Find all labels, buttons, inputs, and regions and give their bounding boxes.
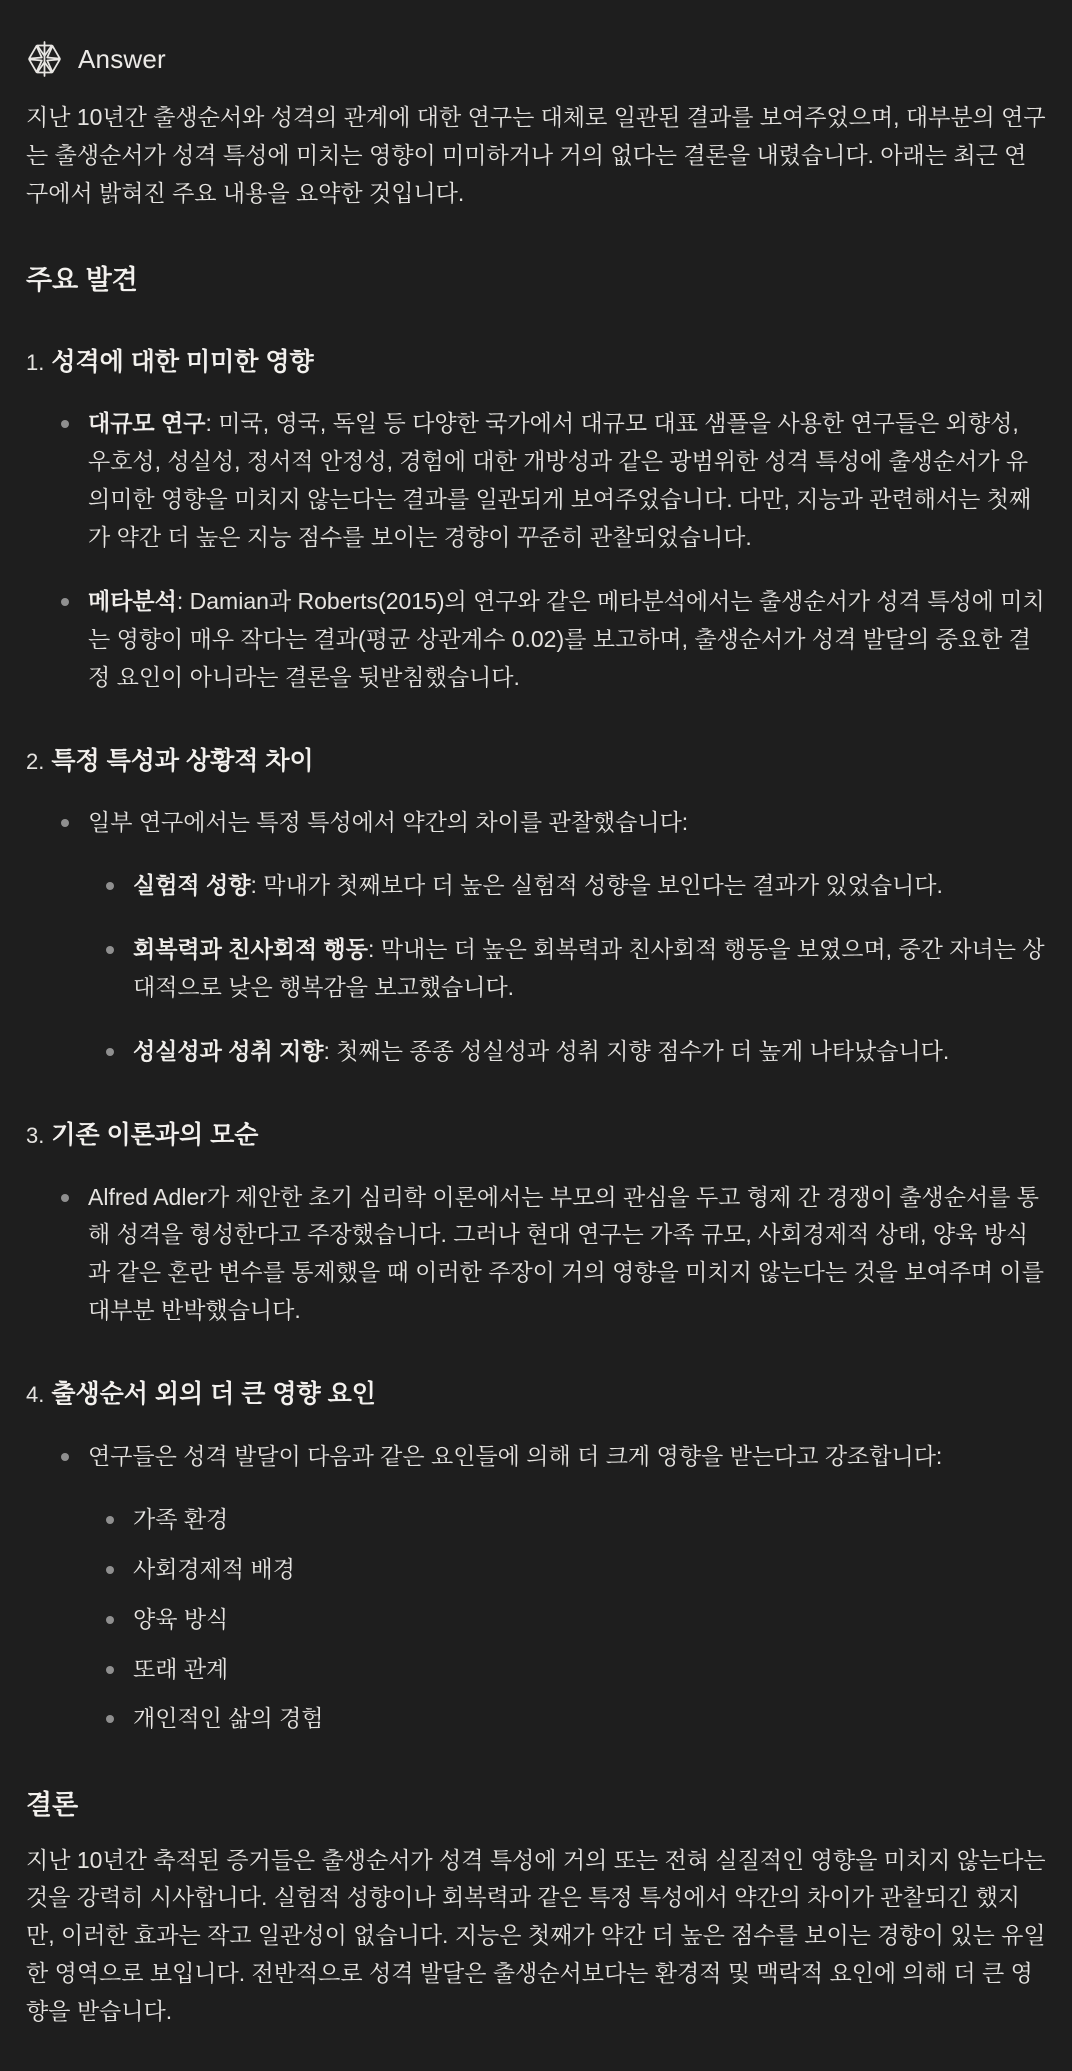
heading-key-findings: 주요 발견 (26, 264, 138, 295)
list-item (133, 1651, 1046, 1689)
section-2-sublist (88, 867, 1046, 1071)
bullet-text: : 첫째는 종종 성실성과 성취 지향 점수가 더 높게 나타났습니다. (323, 1038, 950, 1065)
section-3-list (26, 1179, 1046, 1331)
bullet-label: 실험적 성향 (133, 872, 251, 899)
bullet-label: 회복력과 친사회적 행동 (133, 936, 368, 963)
bullet-label: 대규모 연구 (88, 410, 206, 437)
bullet-text: Alfred Adler가 제안한 초기 심리학 이론에서는 부모의 관심을 두고 형제 간 경쟁이 출생순서를 통해 성격을 형성한다고 주장했습니다. 그러나 현대 연구는 가족 규모, 사회경제적 상태, 양육 방식과 같은 혼란 변수를 통제했을 때 이러한 주장이 거의 영향을 미치지 않는다는 것을 보여주며 이를 대부분 반박했습니다. (88, 1183, 1044, 1324)
list-item (133, 1501, 1046, 1539)
list-item (88, 583, 1046, 697)
section-4-number: 4. (26, 1382, 45, 1408)
list-item (133, 1033, 1046, 1071)
factors-list (88, 1501, 1046, 1739)
bullet-text: : 미국, 영국, 독일 등 다양한 국가에서 대규모 대표 샘플을 사용한 연구들은 외향성, 우호성, 성실성, 정서적 안정성, 경험에 대한 개방성과 같은 광범위한 성격 특성에 출생순서가 유의미한 영향을 미치지 않는다는 결과를 일관되게 보여주었습니다. 다만, 지능과 관련해서는 첫째가 약간 더 높은 지능 점수를 보이는 경향이 꾸준히 관찰되었습니다. (88, 410, 1032, 551)
section-4-title: 출생순서 외의 더 큰 영향 요인 (51, 1380, 376, 1409)
heading-section-2 (26, 745, 1046, 778)
section-4-list (26, 1438, 1046, 1739)
section-1-number: 1. (26, 349, 45, 375)
factor-text: 사회경제적 배경 (133, 1555, 295, 1582)
heading-section-4 (26, 1378, 1046, 1411)
bullet-text: 일부 연구에서는 특정 특성에서 약간의 차이를 관찰했습니다: (88, 809, 689, 836)
section-3-number: 3. (26, 1123, 45, 1149)
section-2-list (26, 804, 1046, 1071)
list-item (133, 1551, 1046, 1589)
list-item (133, 1700, 1046, 1738)
list-item (133, 867, 1046, 905)
bullet-text: : 막내가 첫째보다 더 높은 실험적 성향을 보인다는 결과가 있었습니다. (250, 872, 943, 899)
list-item (133, 931, 1046, 1007)
list-item (88, 405, 1046, 557)
heading-section-3 (26, 1119, 1046, 1152)
heading-section-1 (26, 346, 1046, 379)
bullet-text: : 막내는 더 높은 회복력과 친사회적 행동을 보였으며, 중간 자녀는 상대적으로 낮은 행복감을 보고했습니다. (133, 936, 1045, 1001)
heading-conclusion: 결론 (26, 1790, 79, 1821)
list-item (133, 1601, 1046, 1639)
list-item (88, 1438, 1046, 1739)
conclusion-paragraph: 지난 10년간 축적된 증거들은 출생순서가 성격 특성에 거의 또는 전혀 실질적인 영향을 미치지 않는다는 것을 강력히 시사합니다. 실험적 성향이나 회복력과 같은 특정 특성에서 약간의 차이가 관찰되긴 했지만, 이러한 효과는 작고 일관성이 없습니다. 지능은 첫째가 약간 더 높은 점수를 보이는 경향이 있는 유일한 영역으로 보입니다. 전반적으로 성격 발달은 출생순서보다는 환경적 및 맥락적 요인에 의해 더 큰 영향을 받습니다. (26, 1846, 1046, 2025)
factor-text: 개인적인 삶의 경험 (133, 1705, 324, 1732)
bullet-text: : Damian과 Roberts(2015)의 연구와 같은 메타분석에서는 출생순서가 성격 특성에 미치는 영향이 매우 작다는 결과(평균 상관계수 0.02)를 보고하며, 출생순서가 성격 발달의 중요한 결정 요인이 아니라는 결론을 뒷받침했습니다. (88, 588, 1045, 690)
kagi-star-icon (26, 39, 63, 79)
bullet-text: 연구들은 성격 발달이 다음과 같은 요인들에 의해 더 크게 영향을 받는다고 강조합니다: (88, 1442, 943, 1469)
factor-text: 또래 관계 (133, 1655, 229, 1682)
section-1-title: 성격에 대한 미미한 영향 (51, 347, 314, 376)
section-2-title: 특정 특성과 상황적 차이 (51, 746, 314, 775)
factor-text: 양육 방식 (133, 1605, 229, 1632)
answer-title: Answer (78, 44, 166, 74)
section-3-title: 기존 이론과의 모순 (51, 1121, 259, 1150)
list-item (88, 1179, 1046, 1331)
list-item (88, 804, 1046, 1071)
bullet-label: 성실성과 성취 지향 (133, 1038, 324, 1065)
section-1-list (26, 405, 1046, 697)
intro-paragraph: 지난 10년간 출생순서와 성격의 관계에 대한 연구는 대체로 일관된 결과를 보여주었으며, 대부분의 연구는 출생순서가 성격 특성에 미치는 영향이 미미하거나 거의 없다는 결론을 내렸습니다. 아래는 최근 연구에서 밝혀진 주요 내용을 요약한 것입니다. (26, 103, 1046, 206)
factor-text: 가족 환경 (133, 1505, 229, 1532)
answer-header (26, 38, 1046, 81)
section-2-number: 2. (26, 748, 45, 774)
bullet-label: 메타분석 (88, 588, 177, 615)
